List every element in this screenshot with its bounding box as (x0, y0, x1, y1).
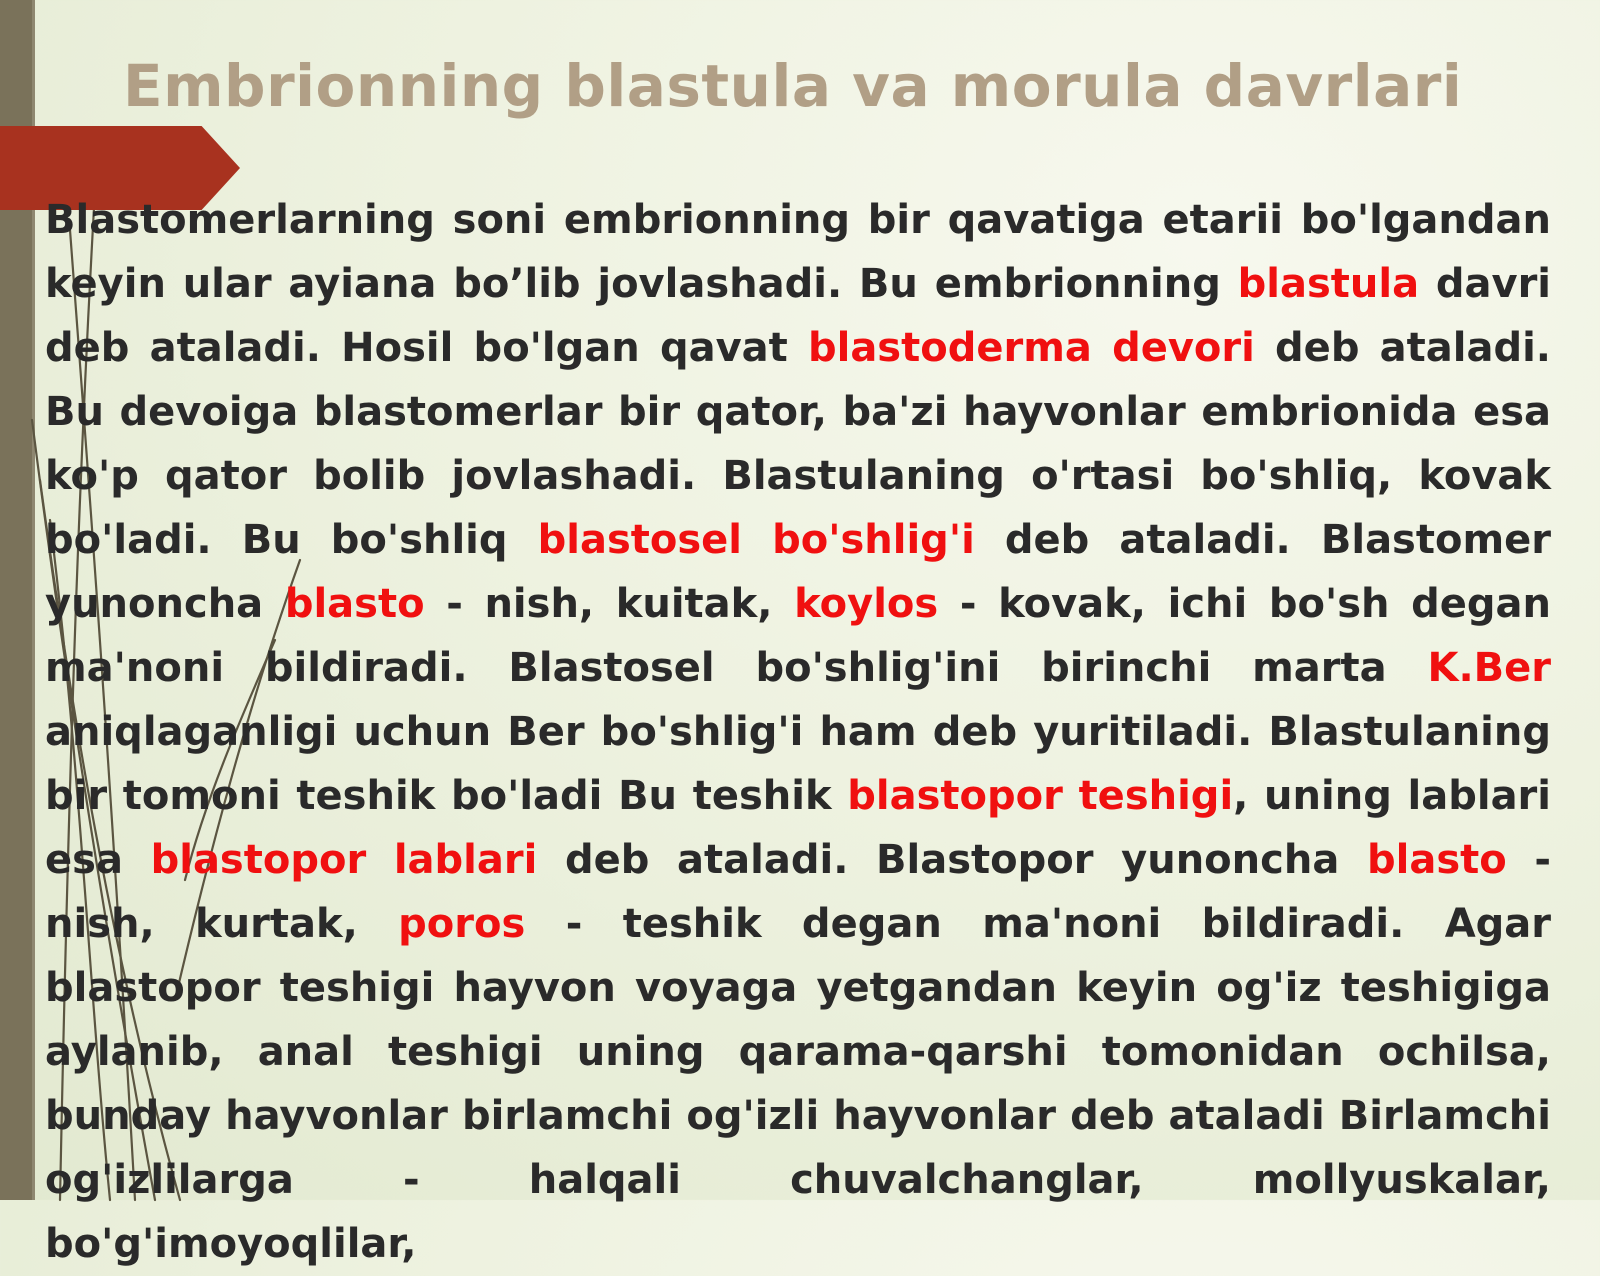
body-text-segment: , uning lablari esa (45, 773, 1551, 883)
body-text-segment: deb ataladi. Bu devoiga blastomerlar bir qator, ba'zi hayvonlar embrionida esa ko'p qator bolib jovlashadi. Blastulaning o'rtasi bo'shliq, kovak bo'ladi. Bu bo'shliq (45, 325, 1552, 563)
body-text-segment: - nish, kuitak, (424, 581, 795, 627)
body-text-segment: - nish, kurtak, (45, 837, 1551, 947)
highlighted-term: poros (398, 901, 526, 947)
body-text-segment: deb ataladi. Blastomer yunoncha (45, 517, 1551, 627)
highlighted-term: koylos (794, 581, 939, 627)
body-text-segment: - teshik degan ma'noni bildiradi. Agar blastopor teshigi hayvon voyaga yetgandan keyin og'iz teshigiga aylanib, anal teshigi uning qarama-qarshi tomonidan ochilsa, bunday hayvonlar birlamchi og'izli hayvonlar deb ataladi Birlamchi og'izlilarga - halqali chuvalchanglar, mollyuskalar, bo'g'imoyoqlilar, (45, 901, 1551, 1267)
body-text-segment: - kovak, ichi bo'sh degan ma'noni bildiradi. Blastosel bo'shlig'ini birinchi marta (45, 581, 1552, 691)
highlighted-term: blastula (1237, 261, 1420, 307)
body-text-segment: aniqlaganligi uchun Ber bo'shlig'i ham deb yuritiladi. Blastulaning bir tomoni teshik bo'ladi Bu teshik (45, 709, 1551, 819)
highlighted-term: blastopor teshigi (847, 773, 1234, 819)
body-text-segment: Blastomerlarning soni embrionning bir qavatiga etarii bo'lgandan keyin ular ayiana bo’lib jovlashadi. Bu embrionning (45, 197, 1551, 307)
highlighted-term: blastosel bo'shlig'i (537, 517, 975, 563)
highlighted-term: K.Ber (1427, 645, 1551, 691)
body-text-segment: davri deb ataladi. Hosil bo'lgan qavat (45, 261, 1552, 371)
slide-title: Embrionning blastula va morula davrlari (123, 52, 1463, 120)
body-text-segment: deb ataladi. Blastopor yunoncha (537, 837, 1367, 883)
highlighted-term: blastopor lablari (150, 837, 538, 883)
highlighted-term: blasto (284, 581, 425, 627)
highlighted-term: blasto (1366, 837, 1507, 883)
highlighted-term: blastoderma devori (807, 325, 1255, 371)
slide-body-text (45, 188, 1551, 1276)
